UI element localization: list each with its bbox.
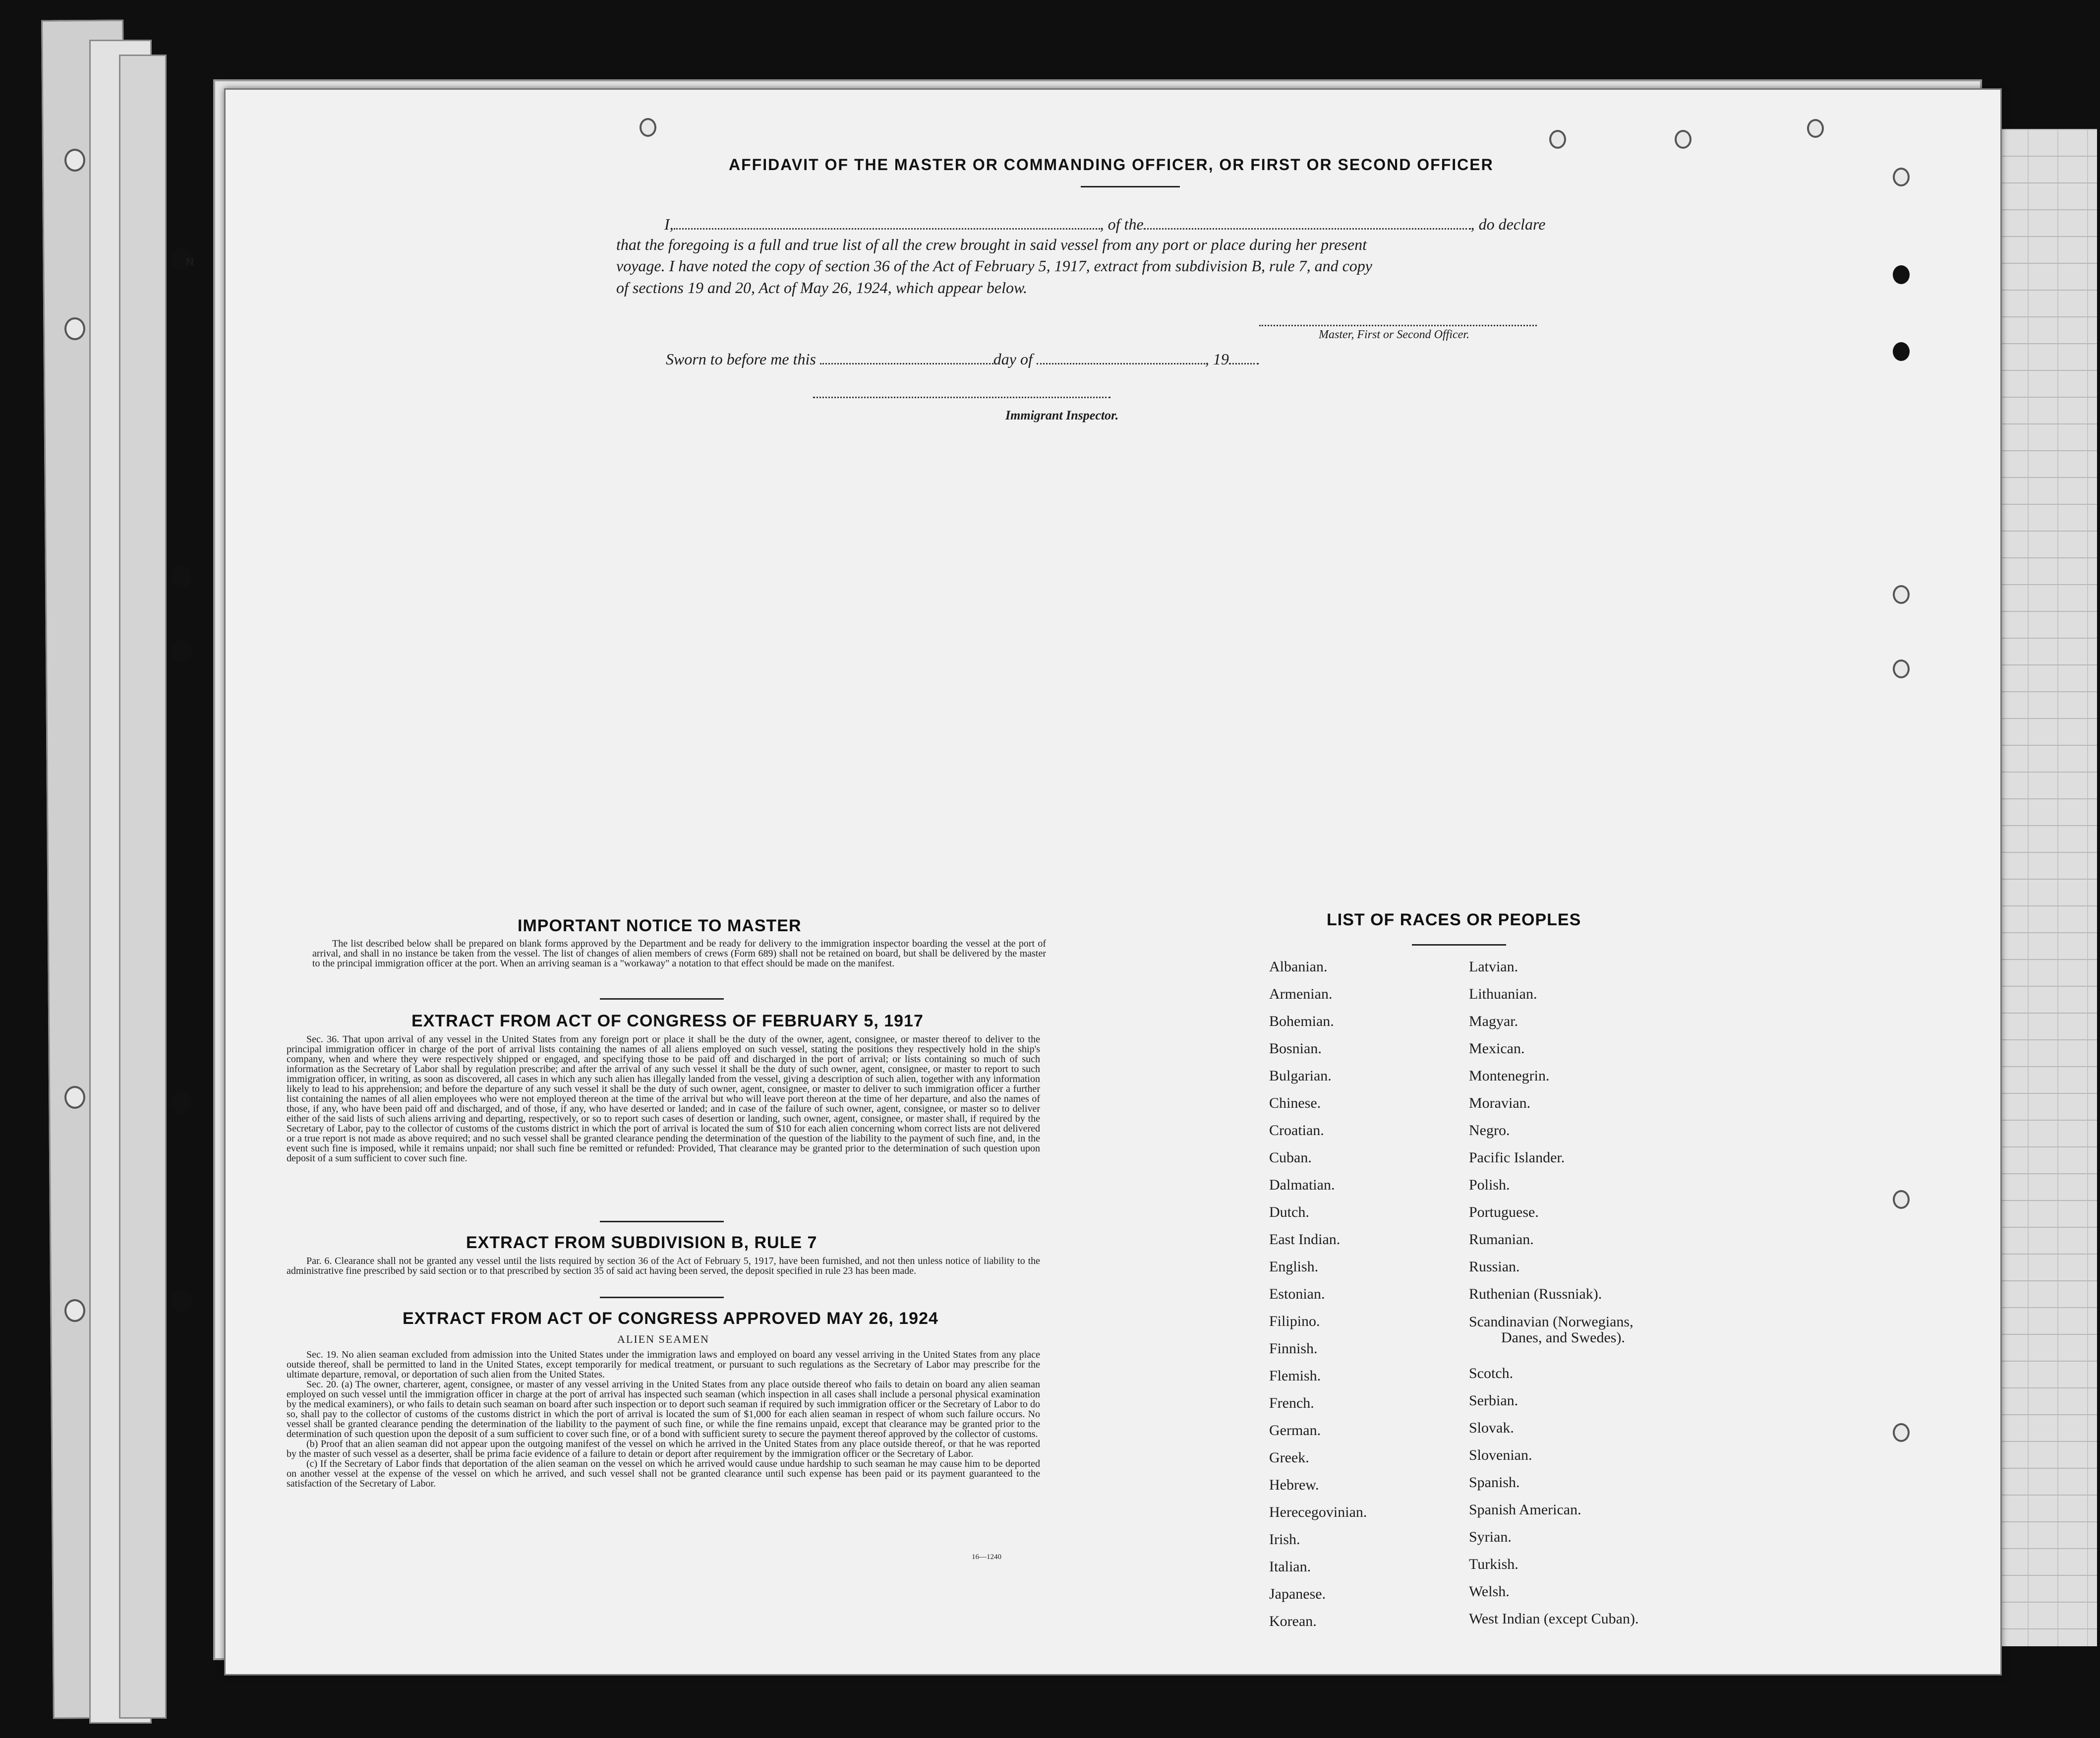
side-mark: N [186, 255, 194, 268]
form-number: 16—1240 [972, 1553, 1001, 1561]
punch-hole [171, 1289, 192, 1312]
races-column-2-continued [1469, 1360, 1638, 1632]
race-item: Lithuanian. [1469, 986, 1537, 1002]
race-item: Armenian. [1269, 986, 1333, 1002]
race-item: Albanian. [1269, 959, 1328, 975]
race-item: Japanese. [1269, 1586, 1326, 1602]
race-item: East Indian. [1269, 1231, 1341, 1248]
divider [1412, 944, 1506, 946]
punch-hole [1893, 1423, 1910, 1442]
extract-rule7-paragraph: Par. 6. Clearance shall not be granted any vessel until the lists required by section 36 of the Act of February 5, 1917, have been furnished, and not then unless notice of liability to the administrative fine prescribed by said section or to that prescribed by section 35 of said act having been served, the deposit specified in rule 23 has been made. [287, 1256, 1040, 1276]
sec20b-paragraph: (b) Proof that an alien seaman did not appear upon the outgoing manifest of the vessel on which he arrived in the United States from any place outside thereof, or that he was reported by the master of such vessel as a deserter, shall be prima facie evidence of a failure to detain or deport after requirement by the immigration officer or the Secretary of Labor. [287, 1438, 1040, 1459]
race-item: English. [1269, 1259, 1319, 1275]
alien-seamen-subtitle: ALIEN SEAMEN [617, 1333, 709, 1345]
punch-hole [171, 1091, 192, 1114]
race-item: Korean. [1269, 1613, 1317, 1629]
race-item: Bohemian. [1269, 1013, 1334, 1029]
race-scandinavian-line2: Danes, and Swedes). [1501, 1329, 1625, 1346]
punch-hole [64, 317, 85, 340]
notice-paragraph: The list described below shall be prepared on blank forms approved by the Department and be ready for delivery to the immigration inspector boarding the vessel at the port of arrival, and shall in no instance be taken from the vessel. The list of changes of alien members of crews (Form 689) shall not be retained on board, but shall be delivered by the master to the principal immigration officer at the port. When an arriving seaman is a "workaway" a notation to that effect should be made on the manifest. [312, 938, 1046, 969]
day-field[interactable] [820, 348, 993, 364]
race-item: Turkish. [1469, 1556, 1518, 1572]
name-field[interactable] [674, 213, 1100, 230]
punch-hole [1549, 130, 1566, 149]
race-item: Latvian. [1469, 959, 1518, 975]
extract-rule7-text [287, 1256, 1040, 1276]
signature-label: Master, First or Second Officer. [1319, 328, 1469, 341]
race-item: Hebrew. [1269, 1477, 1319, 1493]
punch-hole [171, 565, 192, 588]
race-item: Magyar. [1469, 1013, 1518, 1029]
divider [600, 998, 724, 1000]
race-item: Italian. [1269, 1558, 1311, 1575]
month-field[interactable] [1037, 348, 1205, 364]
year-text: , 19 [1205, 350, 1229, 368]
extract-rule7-title: EXTRACT FROM SUBDIVISION B, RULE 7 [466, 1233, 817, 1252]
race-item: Ruthenian (Russniak). [1469, 1286, 1602, 1302]
race-item: Chinese. [1269, 1095, 1321, 1111]
race-item: Spanish American. [1469, 1501, 1581, 1518]
race-item: Herecegovinian. [1269, 1504, 1367, 1520]
divider [1081, 186, 1180, 187]
punch-hole [64, 1086, 85, 1109]
inspector-signature-line[interactable] [813, 397, 1110, 398]
day-of-text: day of [993, 350, 1033, 368]
affidavit-line4: of sections 19 and 20, Act of May 26, 1924, which appear below. [616, 279, 1027, 297]
race-item: Slovenian. [1469, 1447, 1532, 1463]
race-item: German. [1269, 1422, 1321, 1438]
signature-line[interactable] [1259, 325, 1537, 326]
race-item: Pacific Islander. [1469, 1149, 1565, 1166]
divider [600, 1297, 724, 1298]
race-item: Polish. [1469, 1177, 1510, 1193]
race-item: Greek. [1269, 1449, 1309, 1466]
race-item: Cuban. [1269, 1149, 1312, 1166]
race-item: Syrian. [1469, 1529, 1512, 1545]
punch-hole [1893, 585, 1910, 604]
race-item: Slovak. [1469, 1420, 1514, 1436]
race-item: Moravian. [1469, 1095, 1531, 1111]
punch-hole [640, 118, 656, 137]
year-field[interactable] [1229, 348, 1259, 364]
extract-1924-text [287, 1350, 1040, 1489]
race-item: Negro. [1469, 1122, 1510, 1139]
divider [600, 1221, 724, 1222]
race-item: Portuguese. [1469, 1204, 1539, 1220]
punch-hole [1675, 130, 1692, 149]
races-title: LIST OF RACES OR PEOPLES [1327, 910, 1581, 929]
sec19-paragraph: Sec. 19. No alien seaman excluded from admission into the United States under the immigration laws and employed on board any vessel arriving in the United States from any place outside thereof, shall be permitted to land in the United States, except temporarily for medical treatment, or pursuant to such regulations as the Secretary of Labor may prescribe for the ultimate departure, removal, or deportation of such alien from the United States. [287, 1349, 1040, 1380]
race-item: Dutch. [1269, 1204, 1309, 1220]
race-item: Bosnian. [1269, 1040, 1322, 1057]
race-item: West Indian (except Cuban). [1469, 1611, 1639, 1627]
punch-hole [1893, 265, 1910, 284]
race-item: Welsh. [1469, 1583, 1510, 1600]
race-item: Croatian. [1269, 1122, 1324, 1139]
punch-hole [1893, 1190, 1910, 1209]
race-item: Spanish. [1469, 1474, 1520, 1491]
race-scandinavian-line1: Scandinavian (Norwegians, [1469, 1314, 1633, 1330]
race-item: Flemish. [1269, 1368, 1321, 1384]
race-item: French. [1269, 1395, 1314, 1411]
notice-text [312, 939, 1046, 968]
punch-hole [171, 640, 192, 662]
affidavit-i: I, [664, 215, 674, 233]
extract-1917-title: EXTRACT FROM ACT OF CONGRESS OF FEBRUARY 5, 1917 [411, 1012, 924, 1030]
race-item: Irish. [1269, 1531, 1300, 1548]
punch-hole [64, 149, 85, 172]
affidavit-line1 [664, 213, 1545, 234]
race-item: Bulgarian. [1269, 1068, 1332, 1084]
affidavit-line3: voyage. I have noted the copy of section 36 of the Act of February 5, 1917, extract from subdivision B, rule 7, and copy [616, 257, 1372, 275]
punch-hole [1807, 119, 1824, 138]
extract-1917-paragraph: Sec. 36. That upon arrival of any vessel in the United States from any foreign port or place it shall be the duty of the owner, agent, consignee, or master thereof to deliver to the principal immigration officer in charge of the port of arrival lists containing the names of all aliens employed on such vessel, stating the positions they respectively hold in the ship's company, when and where they were respectively shipped or engaged, and specifying those to be paid off and discharged in the port of arrival; or lists containing so much of such information as the Secretary of Labor shall by regulation prescribe; and after the arrival of any such vessel it shall be the duty of such owner, agent, consignee, or master to report to such immigration officer, in writing, as soon as discovered, all cases in which any such alien has illegally landed from the vessel, giving a description of such alien, together with any information likely to lead to his apprehension; and before the departure of any such vessel it shall be the duty of such owner, agent, consignee, or master to deliver to such immigration officer a further list containing the names of all alien employees who were not employed thereon at the time of the arrival but who will leave port thereon at the time of her departure, and also the names of those, if any, who have been paid off and discharged, and of those, if any, who have deserted or landed; and in case of the failure of such owner, agent, consignee, or master so to deliver either of the said lists of such aliens arriving and departing, respectively, or so to report such cases of desertion or landing, such owner, agent, consignee, or master shall, if required by the Secretary of Labor, pay to the collector of customs of the customs district in which the port of arrival is located the sum of $10 for each alien concerning whom correct lists are not delivered or a true report is not made as above required; and no such vessel shall be granted clearance pending the determination of the question of the liability to the payment of such fine, and, in the event such fine is imposed, while it remains unpaid; nor shall such fine be remitted or refunded: Provided, That clearance may be granted prior to the determination of such question upon deposit of a sum sufficient to cover such fine. [287, 1034, 1040, 1164]
sec20c-paragraph: (c) If the Secretary of Labor finds that deportation of the alien seaman on the vessel on which he arrived would cause undue hardship to such seaman he may cause him to be deported on another vessel at the expense of the vessel on which he arrived, and such vessel shall not be granted clearance until such expense has been paid or its payment guaranteed to the satisfaction of the Secretary of Labor. [287, 1458, 1040, 1489]
race-item: Estonian. [1269, 1286, 1325, 1302]
punch-hole [1893, 659, 1910, 678]
race-scandinavian [1469, 1314, 1633, 1346]
notice-title: IMPORTANT NOTICE TO MASTER [518, 916, 802, 935]
affidavit-of-the: , of the [1100, 215, 1144, 233]
extract-1917-text [287, 1034, 1040, 1163]
affidavit-line2: that the foregoing is a full and true list of all the crew brought in said vessel from any port or place during her present [616, 236, 1367, 253]
races-column-2 [1469, 953, 1602, 1308]
affidavit-title: AFFIDAVIT OF THE MASTER OR COMMANDING OFFICER, OR FIRST OR SECOND OFFICER [729, 156, 1494, 174]
race-item: Rumanian. [1469, 1231, 1534, 1248]
sec20a-paragraph: Sec. 20. (a) The owner, charterer, agent, consignee, or master of any vessel arriving in the United States from any place outside thereof who fails to detain on board any alien seaman employed on such vessel until the immigration officer in charge at the port of arrival has inspected such seaman (which inspection in all cases shall include a personal physical examination by the medical examiners), or who fails to detain such seaman on board after such inspection or to deport such seaman if required by such immigration officer or the Secretary of Labor to do so, shall pay to the collector of customs of the customs district in which the port of arrival is located the sum of $1,000 for each alien seaman in respect of whom such failure occurs. No vessel shall be granted clearance pending the determination of the liability to the payment of such fine, or while the fine remains unpaid, except that clearance may be granted prior to the determination of such question upon the deposit of a sum sufficient to cover such fine, or of a bond with sufficient surety to secure the payment thereof approved by the collector of customs. [287, 1379, 1040, 1439]
race-item: Filipino. [1269, 1313, 1320, 1329]
extract-1924-title: EXTRACT FROM ACT OF CONGRESS APPROVED MAY 26, 1924 [403, 1309, 938, 1328]
race-item: Serbian. [1469, 1392, 1518, 1409]
race-item: Montenegrin. [1469, 1068, 1550, 1084]
race-item: Dalmatian. [1269, 1177, 1335, 1193]
punch-hole [1893, 168, 1910, 186]
affidavit-declare: , do declare [1470, 215, 1546, 233]
race-item: Finnish. [1269, 1340, 1318, 1357]
sworn-text: Sworn to before me this [666, 350, 816, 368]
punch-hole [64, 1299, 85, 1322]
inspector-label: Immigrant Inspector. [1005, 408, 1119, 422]
binder-strip [119, 55, 167, 1719]
race-item: Russian. [1469, 1259, 1520, 1275]
race-item: Mexican. [1469, 1040, 1525, 1057]
vessel-field[interactable] [1144, 213, 1471, 230]
race-item: Scotch. [1469, 1365, 1514, 1381]
sworn-line [666, 348, 1259, 368]
punch-hole [1893, 342, 1910, 361]
races-column-1 [1269, 953, 1367, 1635]
